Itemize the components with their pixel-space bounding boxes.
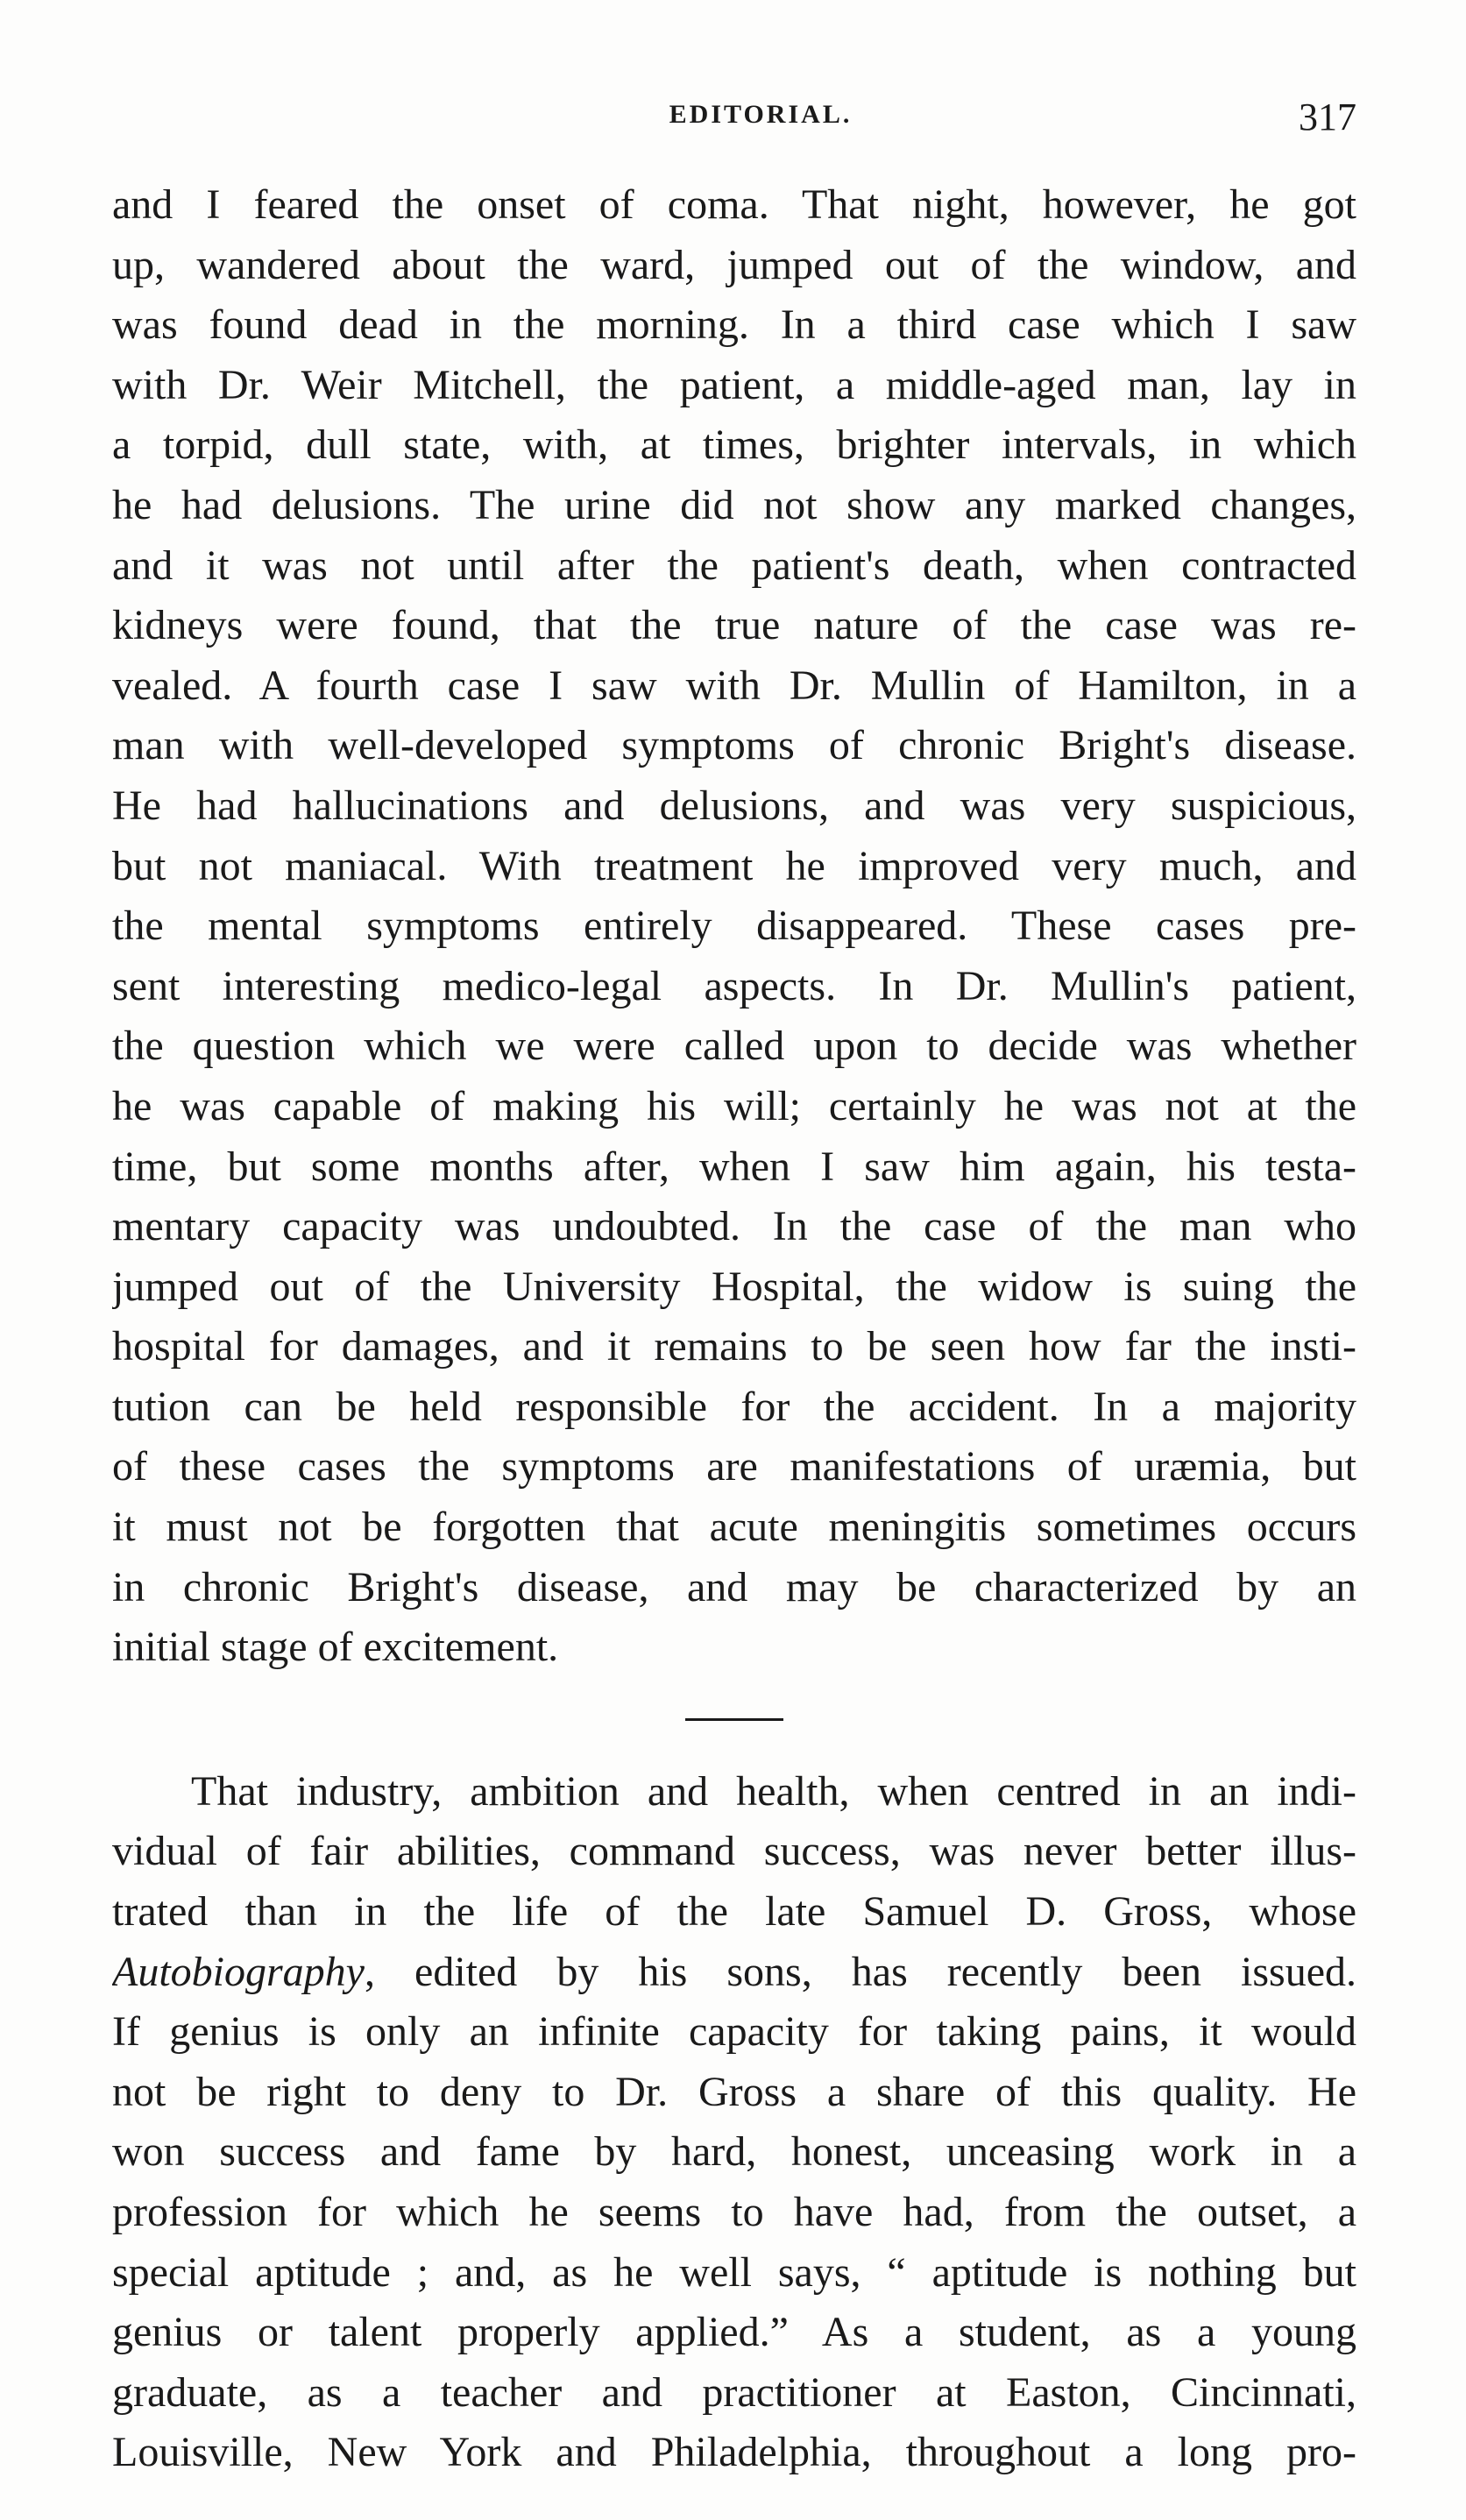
text-line: the mental symptoms entirely disappeared. These cases pre- [112, 903, 1356, 950]
text-line: genius or talent properly applied.” As a student, as a young [112, 2309, 1356, 2356]
text-line: he had delusions. The urine did not show any marked changes, [112, 481, 1356, 528]
page-number: 317 [1299, 96, 1356, 138]
text-line: man with well-developed symptoms of chronic Bright's disease. [112, 722, 1356, 769]
text-line [112, 1943, 1356, 2003]
text-line: and it was not until after the patient's death, when contracted [112, 542, 1356, 589]
text-line: graduate, as a teacher and practitioner at Easton, Cincinnati, [112, 2368, 1356, 2416]
text-line: Louisville, New York and Philadelphia, throughout a long pro- [112, 2429, 1356, 2476]
text-line: he was capable of making his will; certainly he was not at the [112, 1082, 1356, 1129]
text-line: it must not be forgotten that acute meningitis sometimes occurs [112, 1504, 1356, 1551]
text-line: initial stage of excitement. [112, 1624, 559, 1671]
text-line: If genius is only an infinite capacity for taking pains, it would [112, 2008, 1356, 2056]
text-line: mentary capacity was undoubted. In the case of the man who [112, 1203, 1356, 1250]
text-line: but not maniacal. With treatment he improved very much, and [112, 842, 1356, 889]
paragraph-gross-autobiography [112, 1762, 1356, 2483]
text-line: of these cases the symptoms are manifestations of uræmia, but [112, 1443, 1356, 1490]
divider-rule [685, 1718, 783, 1721]
text-line: trated than in the life of the late Samuel D. Gross, whose [112, 1888, 1356, 1936]
text-line: kidneys were found, that the true nature of the case was re- [112, 602, 1356, 649]
text-line: a torpid, dull state, with, at times, brighter intervals, in which [112, 421, 1356, 469]
text-line: vealed. A fourth case I saw with Dr. Mullin of Hamilton, in a [112, 662, 1356, 709]
text-line: special aptitude ; and, as he well says, “ aptitude is nothing but [112, 2248, 1356, 2296]
text-line: That industry, ambition and health, when centred in an indi- [191, 1767, 1356, 1815]
page-header [112, 95, 1356, 138]
text-line: He had hallucinations and delusions, and was very suspicious, [112, 782, 1356, 829]
text-line: with Dr. Weir Mitchell, the patient, a middle-aged man, lay in [112, 361, 1356, 408]
text-line: in chronic Bright's disease, and may be characterized by an [112, 1563, 1356, 1610]
text-line: won success and fame by hard, honest, unceasing work in a [112, 2128, 1356, 2176]
text-line: vidual of fair abilities, command success, was never better illus- [112, 1828, 1356, 1875]
text-line: up, wandered about the ward, jumped out of the window, and [112, 241, 1356, 288]
text-line: and I feared the onset of coma. That night, however, he got [112, 181, 1356, 228]
text-line: jumped out of the University Hospital, the widow is suing the [112, 1263, 1356, 1310]
text-line: was found dead in the morning. In a third case which I saw [112, 301, 1356, 349]
text-line: the question which we were called upon to decide was whether [112, 1023, 1356, 1070]
page-body [112, 175, 1356, 2483]
text-line: profession for which he seems to have had, from the outset, a [112, 2189, 1356, 2235]
paragraph-coma-cases [112, 175, 1356, 1678]
book-title: Autobiography [112, 1948, 365, 1995]
text-line: hospital for damages, and it remains to be seen how far the insti- [112, 1323, 1356, 1370]
running-head: EDITORIAL. [669, 100, 853, 129]
text-segment: , edited by his sons, has recently been issued. [364, 1948, 1356, 1995]
text-line: not be right to deny to Dr. Gross a share of this quality. He [112, 2068, 1356, 2115]
text-line: time, but some months after, when I saw him again, his testa- [112, 1143, 1356, 1190]
text-line: sent interesting medico-legal aspects. In Dr. Mullin's patient, [112, 962, 1356, 1009]
text-line: tution can be held responsible for the accident. In a majority [112, 1383, 1356, 1430]
section-divider [112, 1678, 1356, 1762]
